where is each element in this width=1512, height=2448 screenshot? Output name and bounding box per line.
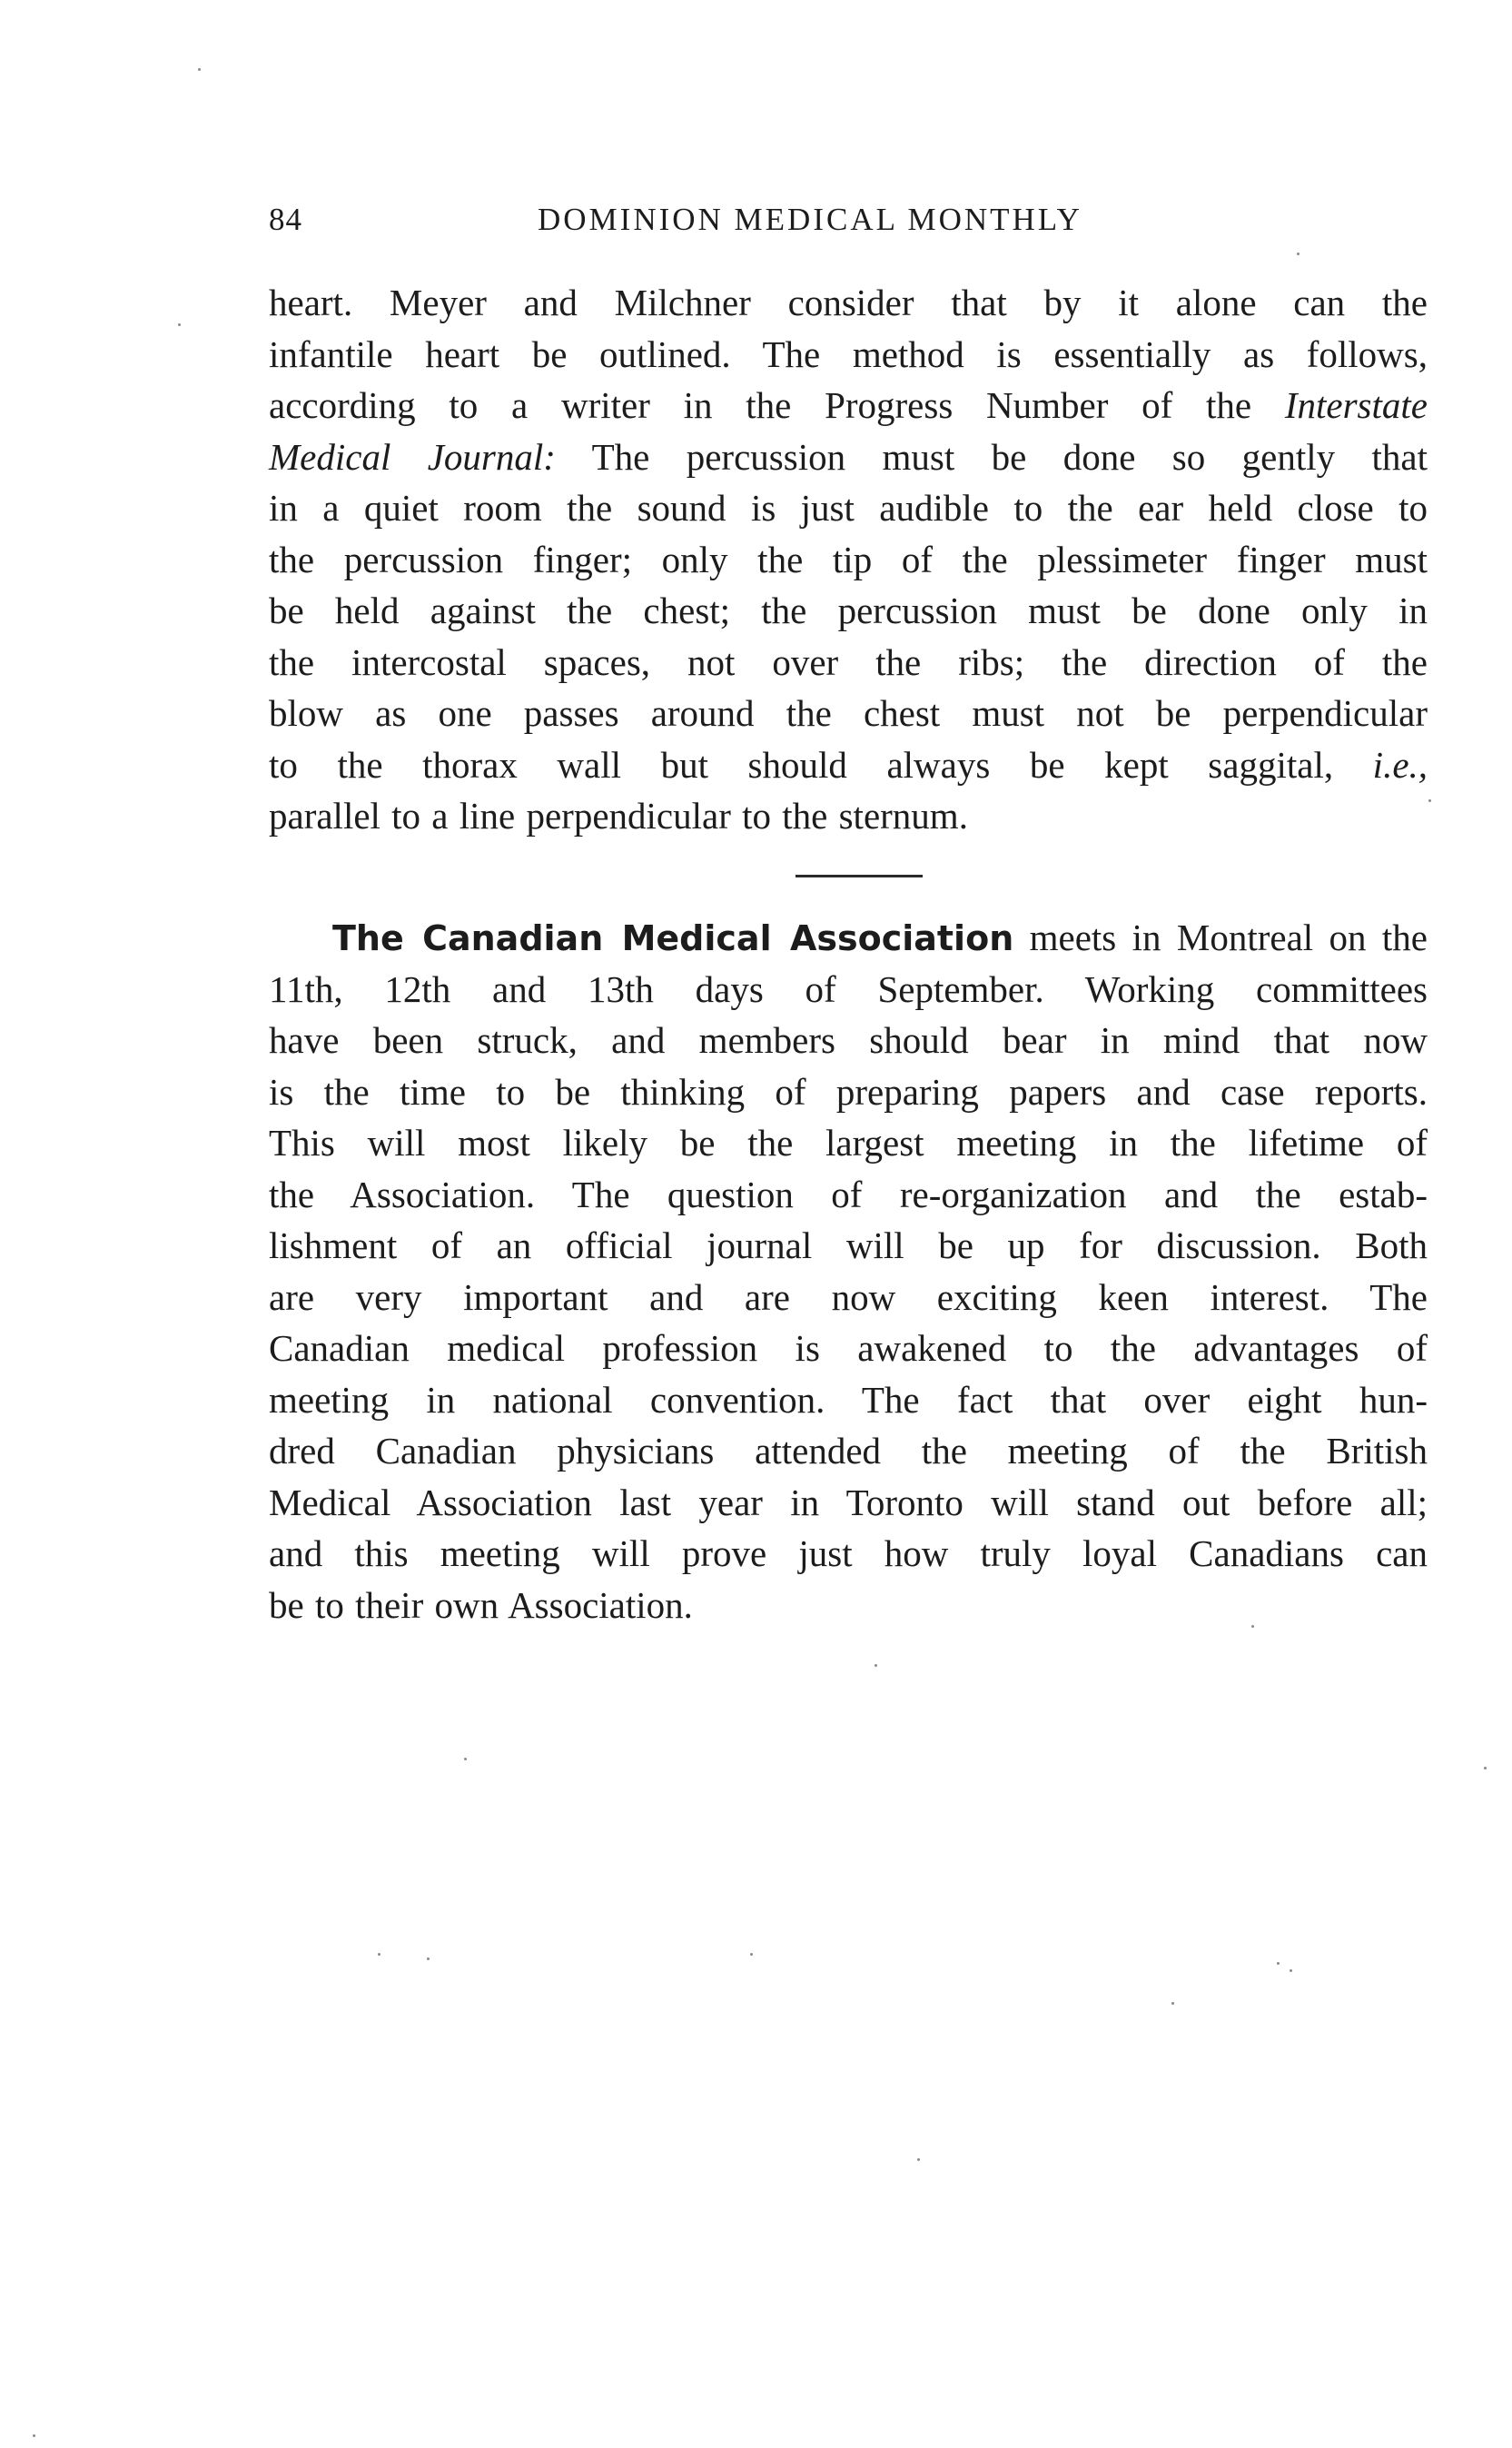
paragraph-association-meeting [269,912,1428,1630]
scan-speck [198,68,201,71]
italic-journal-name: Medical Journal: [269,435,556,478]
italic-journal-name: Interstate [1284,384,1428,426]
running-header [269,202,1191,247]
scan-speck [464,1758,467,1760]
text-line: 11th, 12th and 13th days of September. Working committees [269,967,1428,1010]
scan-speck [1484,1767,1487,1769]
scan-speck [427,1957,430,1960]
text-line [269,912,1428,964]
text-line: in a quiet room the sound is just audible to the ear held close to [269,487,1428,529]
text-line: be to their own Association. [269,1583,693,1626]
scan-speck [178,323,181,326]
scan-speck [750,1953,753,1956]
text-line: have been struck, and members should bear in mind that now [269,1019,1428,1061]
text-line: the intercostal spaces, not over the ribs; the direction of the [269,640,1428,683]
text-line: the percussion finger; only the tip of the plessimeter finger must [269,538,1428,580]
paragraph-lead-heading: The Canadian Medical Association [332,918,1014,958]
text-fragment: to the thorax wall but should always be kept saggital, [269,743,1334,786]
paragraph-percussion-method [269,277,1428,842]
text-line: be held against the chest; the percussion must be done only in [269,590,1428,631]
text-line: are very important and are now exciting keen interest. The [269,1275,1428,1318]
scan-speck [1428,799,1431,802]
scan-speck [378,1953,380,1956]
scan-speck [33,2434,35,2437]
text-line [269,380,1428,431]
scan-speck [1297,253,1300,255]
text-line: dred Canadian physicians attended the meeting of the British [269,1430,1428,1472]
text-line: This will most likely be the largest meeting in the lifetime of [269,1122,1428,1164]
text-line: infantile heart be outlined. The method is essentially as follows, [269,332,1428,375]
italic-abbreviation: i.e., [1372,743,1428,786]
scan-speck [1277,1962,1280,1965]
text-fragment: meets in Montreal on the [1029,917,1428,958]
text-line: meeting in national convention. The fact that over eight hun- [269,1378,1428,1421]
text-fragment: according to a writer in the Progress Number of the [269,384,1252,426]
scan-speck [1251,1625,1254,1628]
text-line: the Association. The question of re-organization and the estab- [269,1173,1428,1215]
journal-title: DOMINION MEDICAL MONTHLY [538,202,1082,237]
text-fragment: The percussion must be done so gently that [591,435,1428,478]
scan-speck [875,1664,877,1667]
text-line: Medical Association last year in Toronto will stand out before all; [269,1481,1428,1523]
section-divider [796,875,923,877]
text-line [269,739,1428,791]
scan-speck [1171,2002,1174,2005]
text-line [269,431,1428,483]
scan-speck [1290,1969,1292,1972]
text-line: is the time to be thinking of preparing papers and case reports. [269,1070,1428,1113]
scan-speck [917,2158,920,2161]
text-line: heart. Meyer and Milchner consider that by it alone can the [269,282,1428,323]
text-line: blow as one passes around the chest must not be perpendicular [269,692,1428,734]
text-line: lishment of an official journal will be up for discussion. Both [269,1224,1428,1266]
text-line: Canadian medical profession is awakened to the advantages of [269,1327,1428,1369]
text-line: and this meeting will prove just how truly loyal Canadians can [269,1532,1428,1574]
text-line: parallel to a line perpendicular to the sternum. [269,795,968,837]
page-number: 84 [269,202,302,237]
